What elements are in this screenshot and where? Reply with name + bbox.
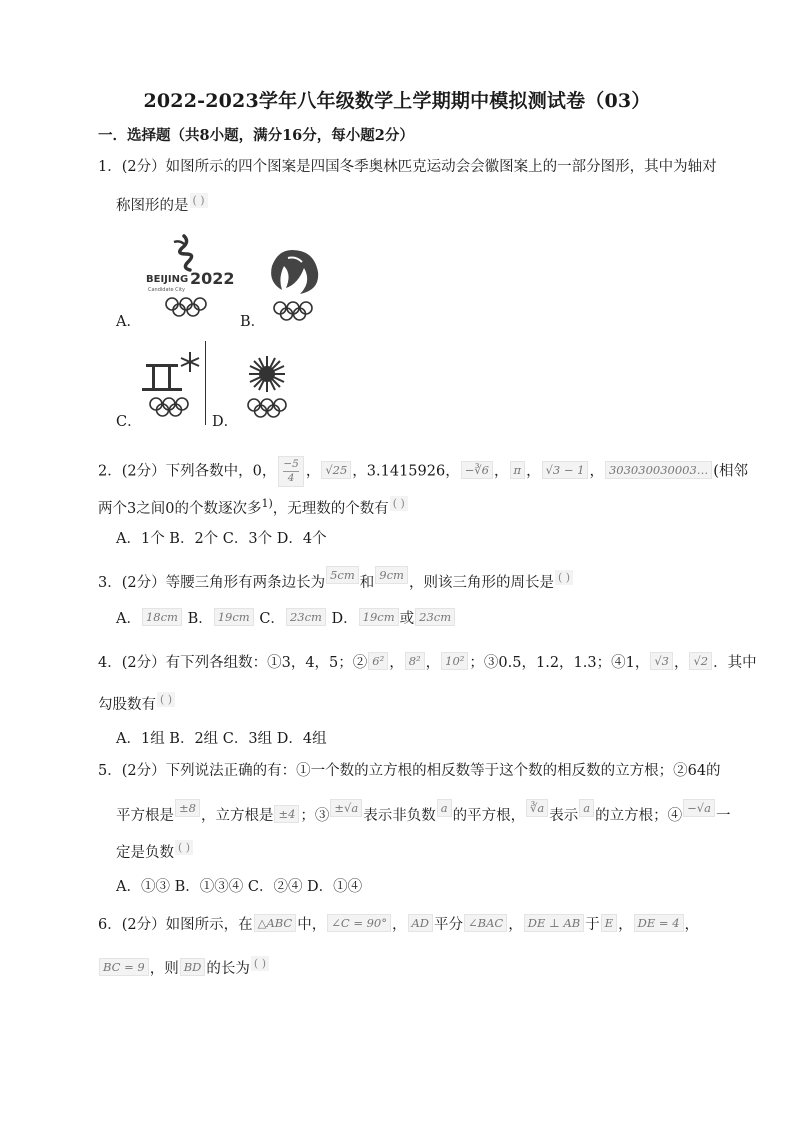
q1-stem-line2: 称图形的是 ( ) [116,193,716,217]
math-sqrt-25: √25 [321,461,351,479]
beijing-2022-logo-image [140,232,236,320]
math-sqrt3-minus-1: √3 − 1 [542,461,589,479]
math-ad: AD [408,914,434,932]
math-6-squared: 6² [368,652,388,670]
q1-option-b-label: B． [240,314,266,330]
math-pi: π [510,461,526,479]
math-neg-sqrt-a: −√a [683,799,715,817]
olympic-rings-icon [248,399,286,417]
math-23cm-d: 23cm [415,608,455,626]
q2-options: A．1个 B．2个 C．3个 D．4个 [116,531,327,547]
q4-stem-line1: 4．(2分）有下列各组数：①3，4，5；② 6² ， 8² ， 10² ；③0.5，1.2，1.3；④1， √3 ， √2 ．其中 [98,654,757,671]
section-heading: 一．选择题（共8小题，满分16分，每小题2分） [98,127,414,144]
fraction-neg-5-4: $\frac{-5}{4}$ [278,456,303,487]
math-23cm: 23cm [286,608,326,626]
math-angle-c-90: ∠C = 90° [327,914,391,932]
math-a-2: a [579,799,594,817]
olympic-rings-icon [150,398,188,416]
ideogram-star-logo-image [138,350,204,420]
math-neg-cbrt-6: −∛6 [461,461,493,479]
math-a: a [437,799,452,817]
q1-option-a-label: A． [116,314,141,330]
math-bc-eq-9: BC = 9 [99,958,149,976]
math-5cm: 5cm [326,566,359,584]
math-repeating-number: 303030030003… [605,461,712,479]
math-18cm: 18cm [142,608,182,626]
answer-paren: ( ) [390,496,408,511]
logo-text-candidate: Candidate City [148,287,185,293]
q1-option-d-label: D． [212,414,239,430]
q4-stem-line2: 勾股数有 ( ) [98,692,698,716]
math-angle-bac: ∠BAC [464,914,507,932]
answer-paren: ( ) [555,570,573,585]
q1-option-c-label: C． [116,414,142,430]
q3-stem: 3．(2分）等腰三角形有两条边长为 5cm 和 9cm ，则该三角形的周长是 ( ) [98,566,698,594]
page-title: 2022-2023学年八年级数学上学期期中模拟测试卷（03） [143,90,651,112]
math-triangle-abc: △ABC [254,914,297,932]
star-icon [181,352,199,372]
q5-stem-line3: 定是负数 ( ) [116,840,716,864]
math-sqrt-3: √3 [650,652,673,670]
math-19cm-d: 19cm [359,608,399,626]
q5-stem-line2: 平方根是 ±8 ，立方根是 ±4 ；③ ±√a 表示非负数 a 的平方根， ∛a 表示 a 的立方根；④ −√a 一 [116,801,731,824]
math-plus-minus-sqrt-a: ±√a [330,799,362,817]
answer-paren: ( ) [157,692,175,707]
q5-stem-line1: 5．(2分）下列说法正确的有：①一个数的立方根的相反数等于这个数的相反数的立方根；②64的 [98,763,721,779]
logo-text-beijing: BEIJING [146,274,189,285]
answer-paren: ( ) [251,956,269,971]
snowflake-logo-image [238,352,296,420]
math-plus-minus-4: ±4 [274,805,299,823]
math-8-squared: 8² [405,652,425,670]
q6-stem-line1: 6．(2分）如图所示，在 △ABC 中， ∠C = 90° ， AD 平分 ∠BAC ， DE ⊥ AB 于 E ， DE = 4 ， [98,916,700,933]
q3-options: A． 18cm B． 19cm C． 23cm D． 19cm 或 23cm [116,608,716,630]
math-sqrt-2: √2 [689,652,712,670]
math-cbrt-a: ∛a [526,799,548,817]
q2-stem-line1: 2．(2分）下列各数中，0， $\frac{-5}{4}$ ， √25 ，3.1415926， −∛6 ， π ， √3 − 1 ， 303030030003… (相邻 [98,456,698,487]
figure-divider [205,341,206,425]
math-plus-minus-8: ±8 [175,799,200,817]
logo-text-2022: 2022 [190,269,235,288]
olympic-rings-icon [166,298,206,316]
answer-paren: ( ) [190,193,208,208]
q1-stem-line1: 1．(2分）如图所示的四个图案是四国冬季奥林匹克运动会会徽图案上的一部分图形，其中为轴对 [98,159,717,175]
q6-stem-line2: BC = 9 ，则 BD 的长为 ( ) [98,956,698,980]
math-e: E [601,914,617,932]
math-de-perp-ab: DE ⊥ AB [524,914,585,932]
math-19cm: 19cm [214,608,254,626]
math-bd: BD [180,958,206,976]
math-9cm: 9cm [375,566,408,584]
q5-options: A．①③ B．①③④ C．②④ D．①④ [116,879,363,895]
q4-options: A．1组 B．2组 C．3组 D．4组 [116,731,327,747]
math-de-eq-4: DE = 4 [634,914,684,932]
q2-stem-line2: 两个3之间0的个数逐次多$^{1)}$，无理数的个数有 ( ) [98,493,698,520]
math-10-squared: 10² [441,652,468,670]
answer-paren: ( ) [175,840,193,855]
olympic-rings-icon [274,302,312,320]
flame-logo-image [262,244,324,324]
